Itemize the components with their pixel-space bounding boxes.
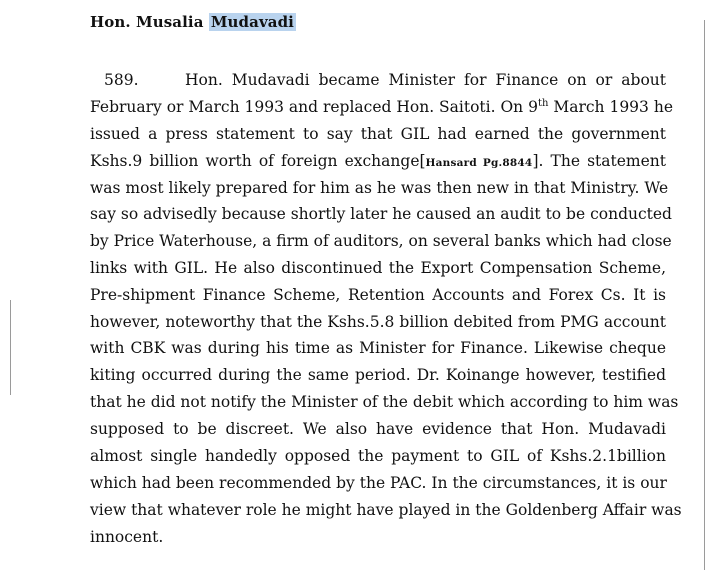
paragraph-line-13 — [90, 392, 679, 412]
line-text: Kshs.9 billion worth of foreign exchange[ — [90, 152, 426, 170]
paragraph-line-10 — [90, 312, 666, 332]
left-margin-mark — [10, 300, 11, 395]
paragraph-line-14 — [90, 419, 666, 439]
line-text: issued a press statement to say that GIL had earned the government — [90, 125, 666, 143]
right-margin-mark — [704, 20, 705, 570]
paragraph-line-9 — [90, 285, 666, 305]
paragraph-line-18 — [90, 527, 163, 547]
paragraph-line-7 — [90, 231, 672, 251]
heading-name-prefix: Hon. Musalia — [90, 13, 209, 31]
paragraph-line-3 — [90, 124, 666, 144]
paragraph-line-8 — [90, 258, 666, 278]
line-text: Hon. Mudavadi became Minister for Finance on or about — [185, 71, 666, 89]
line-text: links with GIL. He also discontinued the Export Compensation Scheme, — [90, 259, 666, 277]
line-text: with CBK was during his time as Minister for Finance. Likewise cheque — [90, 339, 666, 357]
paragraph-line-4 — [90, 151, 666, 173]
paragraph-line-12 — [90, 365, 666, 385]
hansard-reference: Hansard Pg.8844 — [425, 157, 533, 169]
line-text: Pre-shipment Finance Scheme, Retention Accounts and Forex Cs. It is — [90, 286, 666, 304]
line-text: was most likely prepared for him as he was then new in that Ministry. We — [90, 179, 669, 197]
line-text: ]. The statement — [532, 152, 666, 170]
paragraph-number: 589. — [104, 71, 139, 89]
paragraph-line-5 — [90, 178, 669, 198]
heading-highlighted-surname[interactable]: Mudavadi — [210, 13, 294, 31]
line-text: that he did not notify the Minister of the debit which according to him was — [90, 393, 679, 411]
section-heading — [90, 13, 296, 31]
line-text: view that whatever role he might have played in the Goldenberg Affair was — [90, 501, 682, 519]
line-text: almost single handedly opposed the payment to GIL of Kshs.2.1billion — [90, 447, 666, 465]
line-text: March 1993 he — [548, 98, 673, 116]
paragraph-line-17 — [90, 500, 682, 520]
line-text: say so advisedly because shortly later he caused an audit to be conducted — [90, 205, 672, 223]
paragraph-line-11 — [90, 338, 666, 358]
line-text: innocent. — [90, 528, 164, 546]
line-text: however, noteworthy that the Kshs.5.8 billion debited from PMG account — [90, 313, 666, 331]
paragraph-line-16 — [90, 473, 666, 493]
line-text: supposed to be discreet. We also have evidence that Hon. Mudavadi — [90, 420, 666, 438]
paragraph-line-15 — [90, 446, 666, 466]
line-text: which had been recommended by the PAC. In the circumstances, it is our — [90, 474, 667, 492]
line-text: by Price Waterhouse, a firm of auditors, on several banks which had close — [90, 232, 672, 250]
superscript-ordinal: th — [537, 97, 549, 109]
paragraph-line-2 — [90, 97, 673, 117]
line-text: February or March 1993 and replaced Hon. Saitoti. On 9 — [90, 98, 538, 116]
paragraph-line-6 — [90, 204, 672, 224]
paragraph-line-1 — [90, 70, 666, 90]
line-text: kiting occurred during the same period. Dr. Koinange however, testified — [90, 366, 666, 384]
